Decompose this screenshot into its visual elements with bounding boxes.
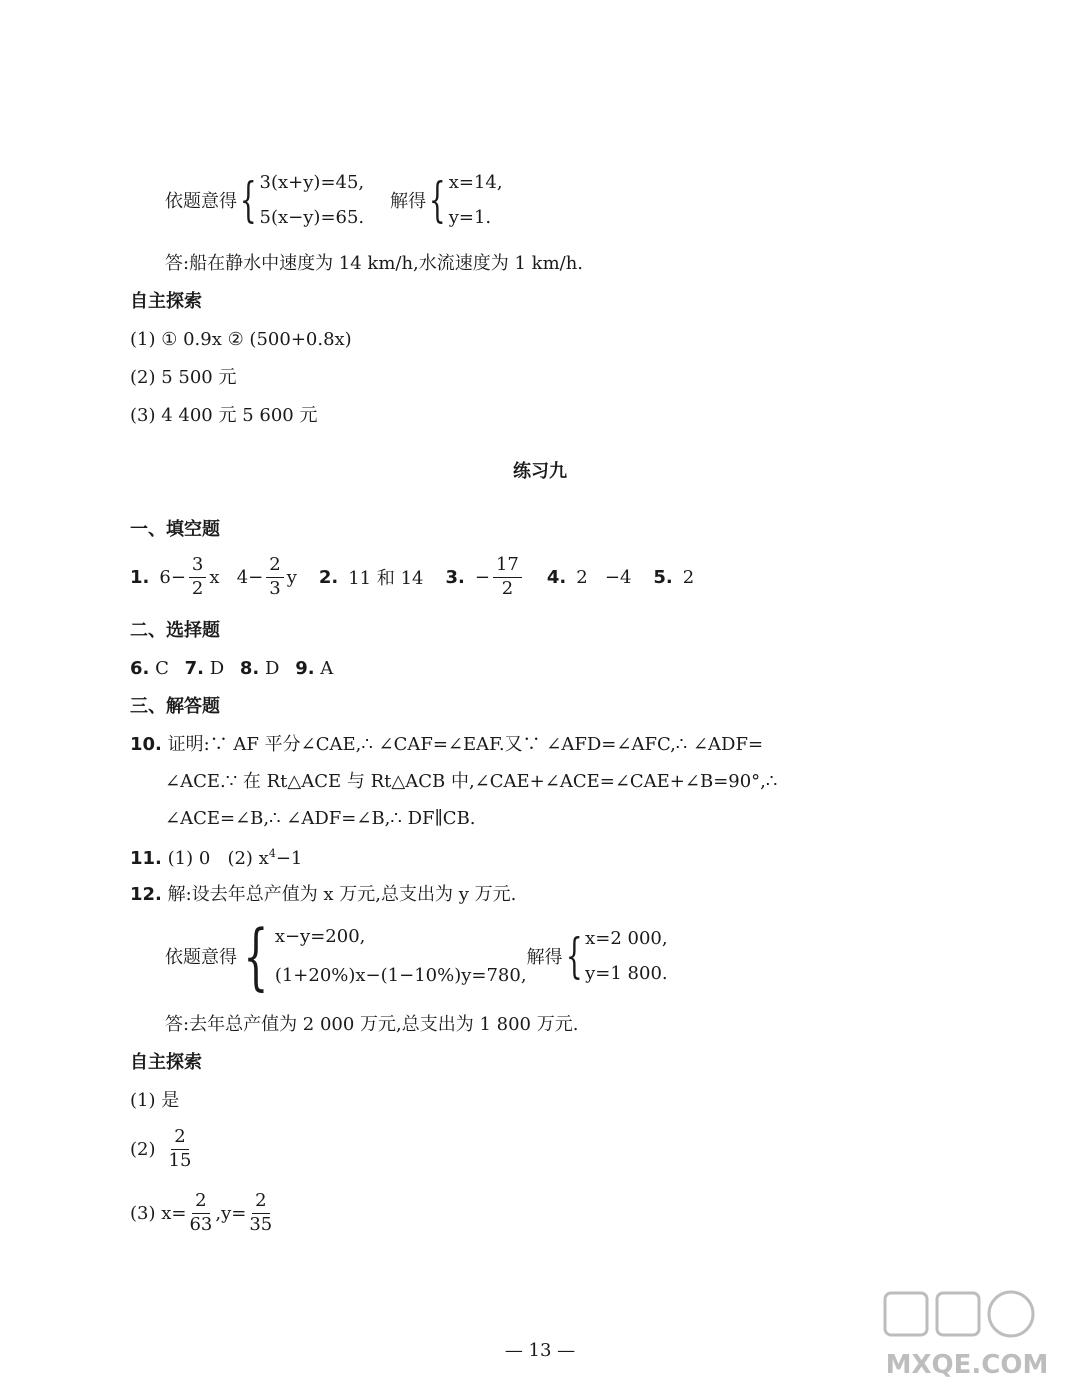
section-heading-explore: 自主探索 (130, 291, 202, 312)
page-number: — 13 — (504, 1340, 576, 1361)
fraction: $\frac{17}{2}$ (493, 556, 522, 599)
item-prefix: (3) x= (130, 1202, 187, 1224)
watermark-logo (875, 1287, 1060, 1382)
question-11 (130, 848, 302, 868)
equation-stack (275, 926, 527, 986)
question-number: 3. (445, 566, 465, 588)
lead-text: 依题意得 (165, 191, 237, 212)
equation-system-1 (165, 172, 503, 228)
answer-text: A (320, 658, 334, 679)
section-heading-explore: 自主探索 (130, 1052, 202, 1073)
superscript: 4 (268, 847, 276, 860)
section-heading-solve: 三、解答题 (130, 696, 220, 717)
solution-1: x=14, (448, 172, 503, 193)
question-number: 1. (130, 566, 150, 588)
equation-1: x−y=200, (274, 926, 366, 947)
solve-text: 解得 (390, 191, 427, 212)
question-10-line-3: ∠ACE=∠B,∴ ∠ADF=∠B,∴ DF∥CB. (165, 808, 476, 829)
fill-blank-answers (130, 556, 694, 599)
solution-stack (449, 172, 503, 228)
answer-text: 11 和 14 (348, 568, 424, 590)
answer-text: −1 (275, 848, 303, 869)
question-10-line-2: ∠ACE.∵ 在 Rt△ACE 与 Rt△ACB 中,∠CAE+∠ACE=∠CAE+∠B=90°,∴ (165, 771, 778, 792)
question-number: 7. (184, 658, 204, 679)
question-number: 11. (130, 848, 162, 869)
question-number: 2. (318, 566, 339, 588)
section-heading-fill-blank: 一、填空题 (130, 519, 220, 540)
answer-line-12: 答:去年总产值为 2 000 万元,总支出为 1 800 万元. (165, 1014, 579, 1035)
left-brace: { (243, 914, 269, 998)
fraction: $\frac{3}{2}$ (189, 556, 206, 599)
question-number: 5. (653, 566, 673, 588)
answer-text: x 4− (209, 566, 264, 588)
solution-1: x=2 000, (585, 928, 668, 949)
answer-text: 解:设去年总产值为 x 万元,总支出为 y 万元. (167, 884, 517, 905)
explore-item-1: (1) 是 (130, 1090, 180, 1111)
separator-text: ,y= (215, 1202, 247, 1224)
answer-text: C (155, 658, 169, 679)
question-number: 12. (130, 884, 162, 905)
equation-1: 3(x+y)=45, (259, 172, 365, 193)
answer-text: 6− (159, 566, 186, 588)
question-12-line-1 (130, 886, 516, 904)
explore-item-1: (1) ① 0.9x ② (500+0.8x) (130, 329, 352, 350)
question-number: 4. (546, 566, 567, 588)
question-number: 9. (295, 658, 315, 679)
equation-system-2 (165, 914, 668, 998)
explore-item-3 (130, 1192, 275, 1235)
left-brace: { (429, 172, 446, 228)
watermark-icon (875, 1287, 1060, 1382)
fraction: $\frac{2}{15}$ (168, 1126, 192, 1171)
proof-text: 证明:∵ AF 平分∠CAE,∴ ∠CAF=∠EAF.又∵ ∠AFD=∠AFC,∴ ∠ADF= (167, 734, 764, 755)
left-brace: { (239, 172, 257, 228)
solution-2: y=1 800. (585, 963, 668, 984)
section-heading-choice: 二、选择题 (130, 620, 220, 641)
question-number: 6. (130, 658, 150, 679)
choice-answers (130, 660, 333, 678)
solve-text: 解得 (526, 947, 563, 968)
answer-text: y (286, 566, 297, 588)
answer-text: − (474, 566, 490, 588)
equation-2: (1+20%)x−(1−10%)y=780, (274, 965, 527, 986)
watermark-text: MXQE.COM (885, 1350, 1049, 1380)
answer-line-1: 答:船在静水中速度为 14 km/h,水流速度为 1 km/h. (165, 253, 584, 274)
lead-text: 依题意得 (165, 947, 237, 968)
answer-text: (1) 0 (2) x (167, 848, 269, 869)
answer-text: D (209, 658, 225, 679)
question-10-line-1 (130, 736, 763, 754)
practice-title: 练习九 (513, 461, 567, 482)
question-number: 10. (130, 734, 162, 755)
solution-stack (585, 928, 668, 984)
left-brace: { (565, 928, 583, 984)
answer-text: 2 (682, 566, 695, 588)
question-number: 8. (239, 658, 260, 679)
explore-item-2: (2) 5 500 元 (130, 367, 237, 388)
equation-stack (260, 172, 365, 228)
item-prefix: (2) (130, 1138, 156, 1160)
explore-item-2 (130, 1128, 194, 1171)
fraction: $\frac{2}{3}$ (266, 556, 283, 599)
answer-text: D (265, 658, 280, 679)
answer-text: 2 −4 (576, 566, 632, 588)
fraction: $\frac{2}{63}$ (189, 1190, 213, 1235)
fraction: $\frac{2}{35}$ (249, 1190, 273, 1235)
equation-2: 5(x−y)=65. (259, 207, 365, 228)
explore-item-3: (3) 4 400 元 5 600 元 (130, 405, 318, 426)
solution-2: y=1. (448, 207, 492, 228)
